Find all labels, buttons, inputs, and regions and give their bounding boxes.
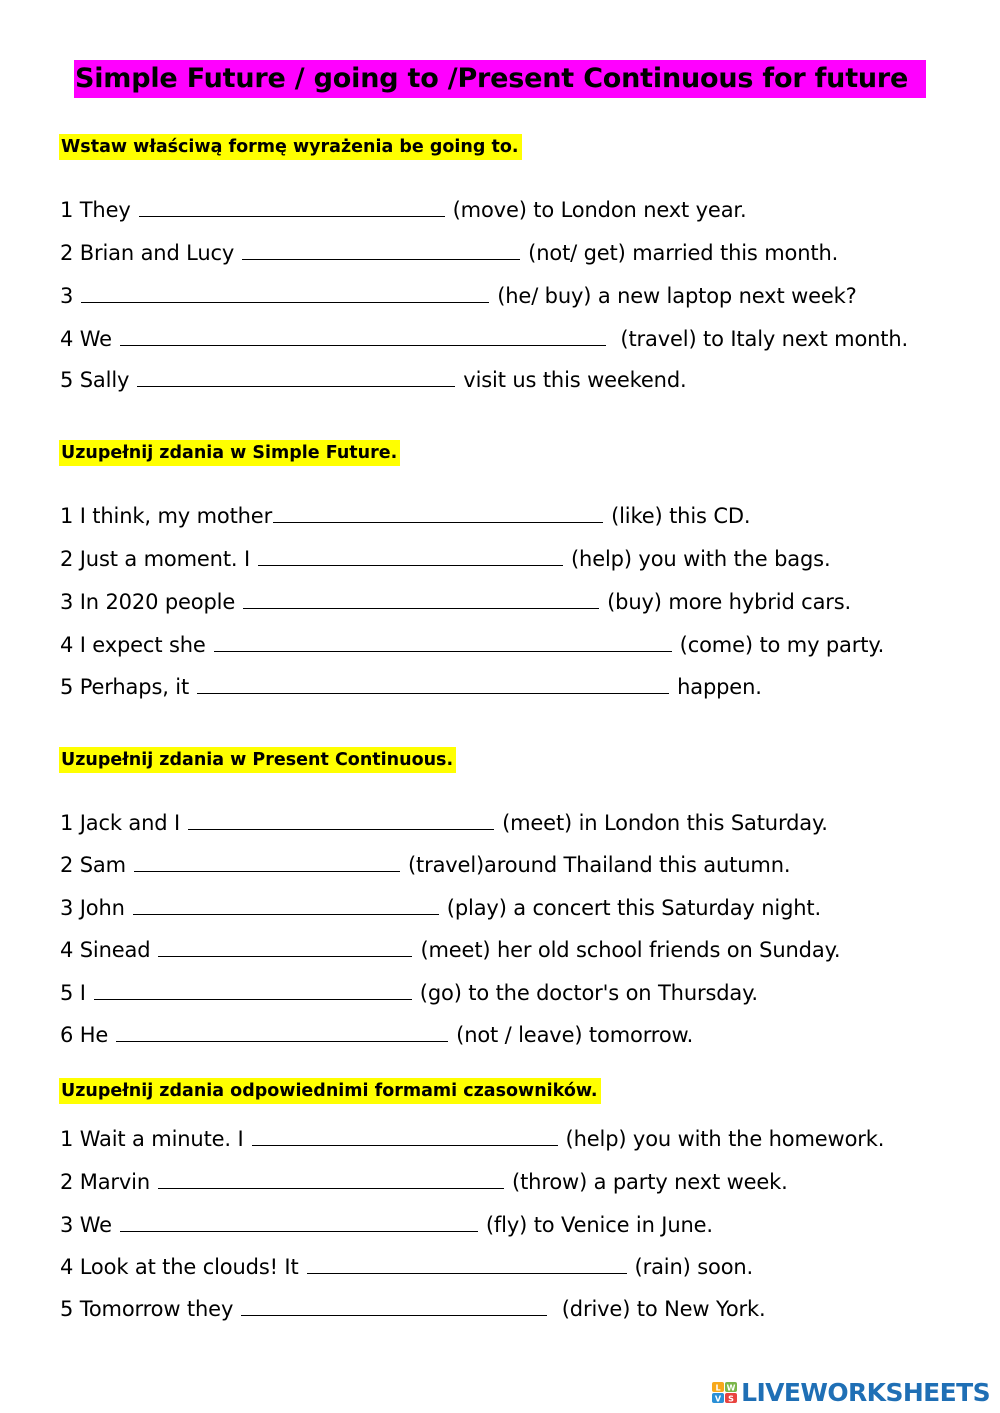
answer-blank[interactable] <box>252 1125 558 1146</box>
section-3-heading: Uzupełnij zdania w Present Continuous. <box>59 747 456 773</box>
section-2-heading: Uzupełnij zdania w Simple Future. <box>59 440 400 466</box>
exercise-line: 2 Marvin (throw) a party next week. <box>60 1170 788 1194</box>
exercise-line: 1 Jack and I (meet) in London this Saturday. <box>60 811 828 835</box>
exercise-line: 2 Sam (travel)around Thailand this autumn. <box>60 853 791 877</box>
answer-blank[interactable] <box>120 1211 478 1232</box>
section-1-heading: Wstaw właściwą formę wyrażenia be going to. <box>59 134 522 160</box>
exercise-line: 5 I (go) to the doctor's on Thursday. <box>60 981 758 1005</box>
svg-text:V: V <box>715 1394 722 1404</box>
answer-blank[interactable] <box>133 894 439 915</box>
exercise-line: 4 Look at the clouds! It (rain) soon. <box>60 1255 754 1279</box>
worksheet-title-text: Simple Future / going to /Present Continuous for future <box>75 63 909 94</box>
exercise-line: 1 They (move) to London next year. <box>60 198 747 222</box>
answer-blank[interactable] <box>120 325 606 346</box>
answer-blank[interactable] <box>134 851 400 872</box>
answer-blank[interactable] <box>307 1253 627 1274</box>
answer-blank[interactable] <box>139 196 445 217</box>
exercise-line: 5 Sally visit us this weekend. <box>60 368 687 392</box>
exercise-line: 4 We (travel) to Italy next month. <box>60 327 909 351</box>
liveworksheets-logo-icon <box>712 1382 738 1404</box>
svg-text:L: L <box>715 1383 721 1393</box>
answer-blank[interactable] <box>116 1021 448 1042</box>
answer-blank[interactable] <box>273 502 603 523</box>
answer-blank[interactable] <box>241 1295 547 1316</box>
exercise-line: 1 I think, my mother (like) this CD. <box>60 504 751 528</box>
exercise-line: 6 He (not / leave) tomorrow. <box>60 1023 694 1047</box>
exercise-line: 2 Brian and Lucy (not/ get) married this month. <box>60 241 839 265</box>
liveworksheets-logo[interactable] <box>712 1380 990 1406</box>
svg-text:S: S <box>728 1394 735 1404</box>
answer-blank[interactable] <box>188 809 494 830</box>
answer-blank[interactable] <box>242 239 520 260</box>
section-4-heading: Uzupełnij zdania odpowiednimi formami czasowników. <box>59 1078 601 1104</box>
exercise-line: 3 In 2020 people (buy) more hybrid cars. <box>60 590 852 614</box>
exercise-line: 3 We (fly) to Venice in June. <box>60 1213 713 1237</box>
answer-blank[interactable] <box>214 631 672 652</box>
exercise-line: 4 I expect she (come) to my party. <box>60 633 885 657</box>
answer-blank[interactable] <box>258 545 563 566</box>
exercise-line: 1 Wait a minute. I (help) you with the homework. <box>60 1127 885 1151</box>
answer-blank[interactable] <box>158 1168 504 1189</box>
answer-blank[interactable] <box>94 979 412 1000</box>
answer-blank[interactable] <box>137 366 455 387</box>
answer-blank[interactable] <box>197 673 669 694</box>
svg-text:W: W <box>726 1383 736 1393</box>
exercise-line: 2 Just a moment. I (help) you with the bags. <box>60 547 831 571</box>
logo-text: LIVEWORKSHEETS <box>741 1378 990 1407</box>
exercise-line: 5 Tomorrow they (drive) to New York. <box>60 1297 766 1321</box>
exercise-line: 3 (he/ buy) a new laptop next week? <box>60 284 857 308</box>
answer-blank[interactable] <box>158 936 412 957</box>
answer-blank[interactable] <box>243 588 599 609</box>
answer-blank[interactable] <box>81 282 489 303</box>
worksheet-title <box>74 60 926 98</box>
exercise-line: 5 Perhaps, it happen. <box>60 675 762 699</box>
exercise-line: 3 John (play) a concert this Saturday night. <box>60 896 822 920</box>
exercise-line: 4 Sinead (meet) her old school friends on Sunday. <box>60 938 841 962</box>
